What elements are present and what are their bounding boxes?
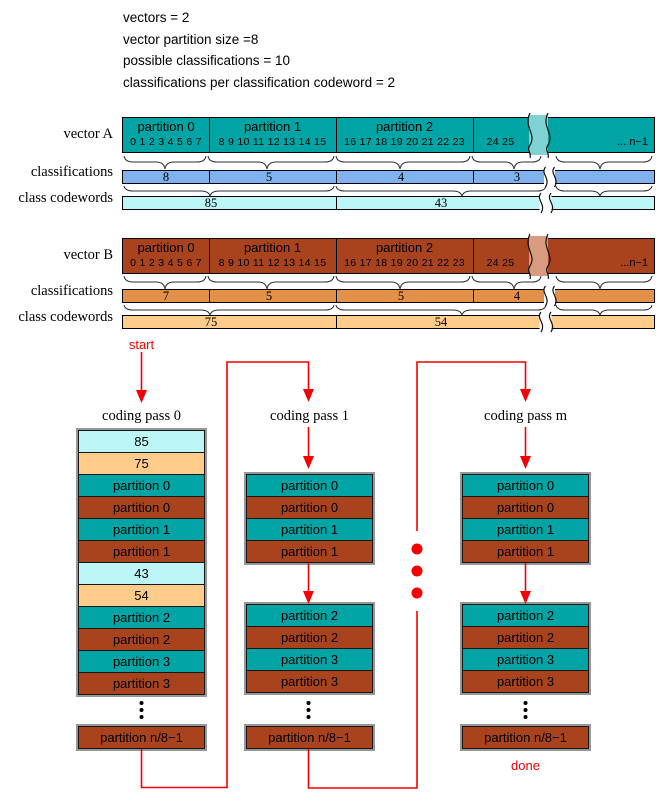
- classification-value: 3: [513, 170, 521, 184]
- stack-cell: partition 0: [246, 496, 373, 519]
- start-label: start: [128, 337, 155, 352]
- classification-value: 5: [397, 289, 405, 303]
- stack-cell: partition 0: [246, 474, 373, 497]
- index-range: 8 9 10 11 12 13 14 15: [218, 257, 327, 269]
- classification-value: 4: [397, 170, 405, 184]
- divider: [209, 171, 210, 183]
- index-range: 24 25: [486, 136, 515, 148]
- stack-cell: partition 3: [246, 670, 373, 693]
- stack-cell: partition 1: [462, 518, 589, 541]
- arrow-pass1-group1-to-group2: [303, 563, 314, 604]
- class-codewords-b-label: class codewords: [18, 309, 113, 325]
- coding-pass-m-group-1: [462, 474, 589, 563]
- divider: [473, 290, 474, 302]
- partition-header: partition 0: [137, 119, 195, 134]
- divider: [336, 290, 337, 302]
- stack-cell: 54: [78, 584, 205, 607]
- coding-pass-m-label: coding pass m: [484, 408, 567, 424]
- stack-cell: 75: [78, 452, 205, 475]
- stack-cell: partition 2: [78, 628, 205, 651]
- partition-header: partition 0: [137, 240, 195, 255]
- classification-value: 7: [162, 289, 170, 303]
- done-label: done: [511, 758, 540, 773]
- vector-a-bar: [122, 117, 655, 153]
- vector-tail: ...n−1: [620, 257, 648, 269]
- codeword-value: 75: [204, 315, 218, 329]
- divider: [209, 290, 210, 302]
- stack-cell: partition 3: [462, 670, 589, 693]
- index-range: 16 17 18 19 20 21 22 23: [344, 257, 465, 269]
- classifications-a-label: classifications: [30, 164, 113, 180]
- classification-value: 5: [265, 289, 273, 303]
- classifications-b-label: classifications: [30, 283, 113, 299]
- partition-header: partition 2: [375, 119, 434, 134]
- arrow-pass1-label-to-group1: [303, 427, 314, 469]
- classification-value: 4: [513, 289, 521, 303]
- stack-cell: partition 3: [462, 648, 589, 671]
- codeword-value: 85: [204, 196, 218, 210]
- stack-cell: partition 3: [246, 648, 373, 671]
- last-partition-box: partition n/8−1: [246, 726, 373, 749]
- braces-codewords-a: [124, 186, 652, 197]
- column-ellipsis-pass1: [307, 701, 311, 719]
- stack-cell: 85: [78, 430, 205, 453]
- coding-pass-m-group-2: [462, 604, 589, 693]
- stack-cell: partition 0: [78, 496, 205, 519]
- start-arrow: [136, 352, 147, 403]
- index-range: 8 9 10 11 12 13 14 15: [218, 136, 327, 148]
- stack-cell: partition 3: [78, 650, 205, 673]
- stack-cell: partition 1: [462, 540, 589, 563]
- arrow-passm-group1-to-group2: [520, 563, 531, 604]
- divider: [336, 316, 337, 328]
- column-ellipsis-pass0: [140, 701, 144, 719]
- divider: [336, 197, 337, 209]
- stack-cell: partition 2: [462, 626, 589, 649]
- class-codewords-a-label: class codewords: [18, 190, 113, 206]
- stack-cell: partition 2: [246, 604, 373, 627]
- stack-cell: partition 1: [78, 540, 205, 563]
- vector-b-bar: [122, 238, 655, 274]
- index-range: 24 25: [486, 257, 515, 269]
- coding-pass-1-group-1: [246, 474, 373, 563]
- divider: [473, 118, 474, 152]
- stack-cell: partition 2: [462, 604, 589, 627]
- vector-tail: ... n−1: [617, 136, 648, 148]
- divider: [209, 118, 210, 152]
- stack-cell: partition 0: [462, 496, 589, 519]
- pass-ellipsis-dot: [412, 566, 423, 577]
- last-partition-box: partition n/8−1: [78, 726, 205, 749]
- divider: [209, 239, 210, 273]
- index-range: 16 17 18 19 20 21 22 23: [344, 136, 465, 148]
- index-range: 0 1 2 3 4 5 6 7: [130, 136, 202, 148]
- stack-cell: partition 0: [462, 474, 589, 497]
- vector-a-label: vector A: [63, 126, 113, 142]
- arrow-passm-label-to-group1: [520, 427, 531, 469]
- partition-header: partition 1: [243, 240, 302, 255]
- stack-cell: partition 1: [78, 518, 205, 541]
- last-partition-box: partition n/8−1: [462, 726, 589, 749]
- stack-cell: partition 2: [246, 626, 373, 649]
- stack-cell: 43: [78, 562, 205, 585]
- coding-pass-1-label: coding pass 1: [270, 408, 349, 424]
- class-codewords-a-bar: [122, 196, 655, 210]
- index-range: 0 1 2 3 4 5 6 7: [130, 257, 202, 269]
- braces-codewords-b: [124, 305, 652, 316]
- coding-pass-0-label: coding pass 0: [102, 408, 181, 424]
- braces-vector-a: [124, 156, 652, 169]
- coding-pass-1-group-2: [246, 604, 373, 693]
- class-codewords-b-bar: [122, 315, 655, 329]
- stack-cell: partition 0: [78, 474, 205, 497]
- stack-cell: partition 3: [78, 672, 205, 695]
- classifications-a-bar: [122, 170, 655, 184]
- stack-cell: partition 1: [246, 518, 373, 541]
- pass-ellipsis-dot: [412, 588, 423, 599]
- setting-line: classifications per classification codeword = 2: [123, 74, 396, 90]
- setting-line: vectors = 2: [123, 10, 190, 25]
- stack-cell: partition 2: [78, 606, 205, 629]
- connector-pass1-to-passm: [309, 362, 532, 788]
- braces-vector-b: [124, 276, 652, 289]
- classification-value: 8: [162, 170, 170, 184]
- stack-cell: partition 1: [246, 540, 373, 563]
- pass-ellipsis-dot: [412, 544, 423, 555]
- partition-header: partition 2: [375, 240, 434, 255]
- coding-pass-0-stack: [78, 430, 205, 695]
- classifications-b-bar: [122, 289, 655, 303]
- setting-line: possible classifications = 10: [123, 53, 290, 68]
- codeword-value: 54: [434, 315, 448, 329]
- column-ellipsis-passm: [524, 701, 528, 719]
- codeword-value: 43: [434, 196, 448, 210]
- partition-header: partition 1: [243, 119, 302, 134]
- vector-b-label: vector B: [63, 247, 113, 263]
- setting-line: vector partition size =8: [123, 31, 259, 47]
- divider: [336, 118, 337, 152]
- divider: [473, 171, 474, 183]
- divider: [473, 239, 474, 273]
- divider: [336, 171, 337, 183]
- settings-block: [123, 7, 395, 93]
- classification-value: 5: [265, 170, 273, 184]
- divider: [336, 239, 337, 273]
